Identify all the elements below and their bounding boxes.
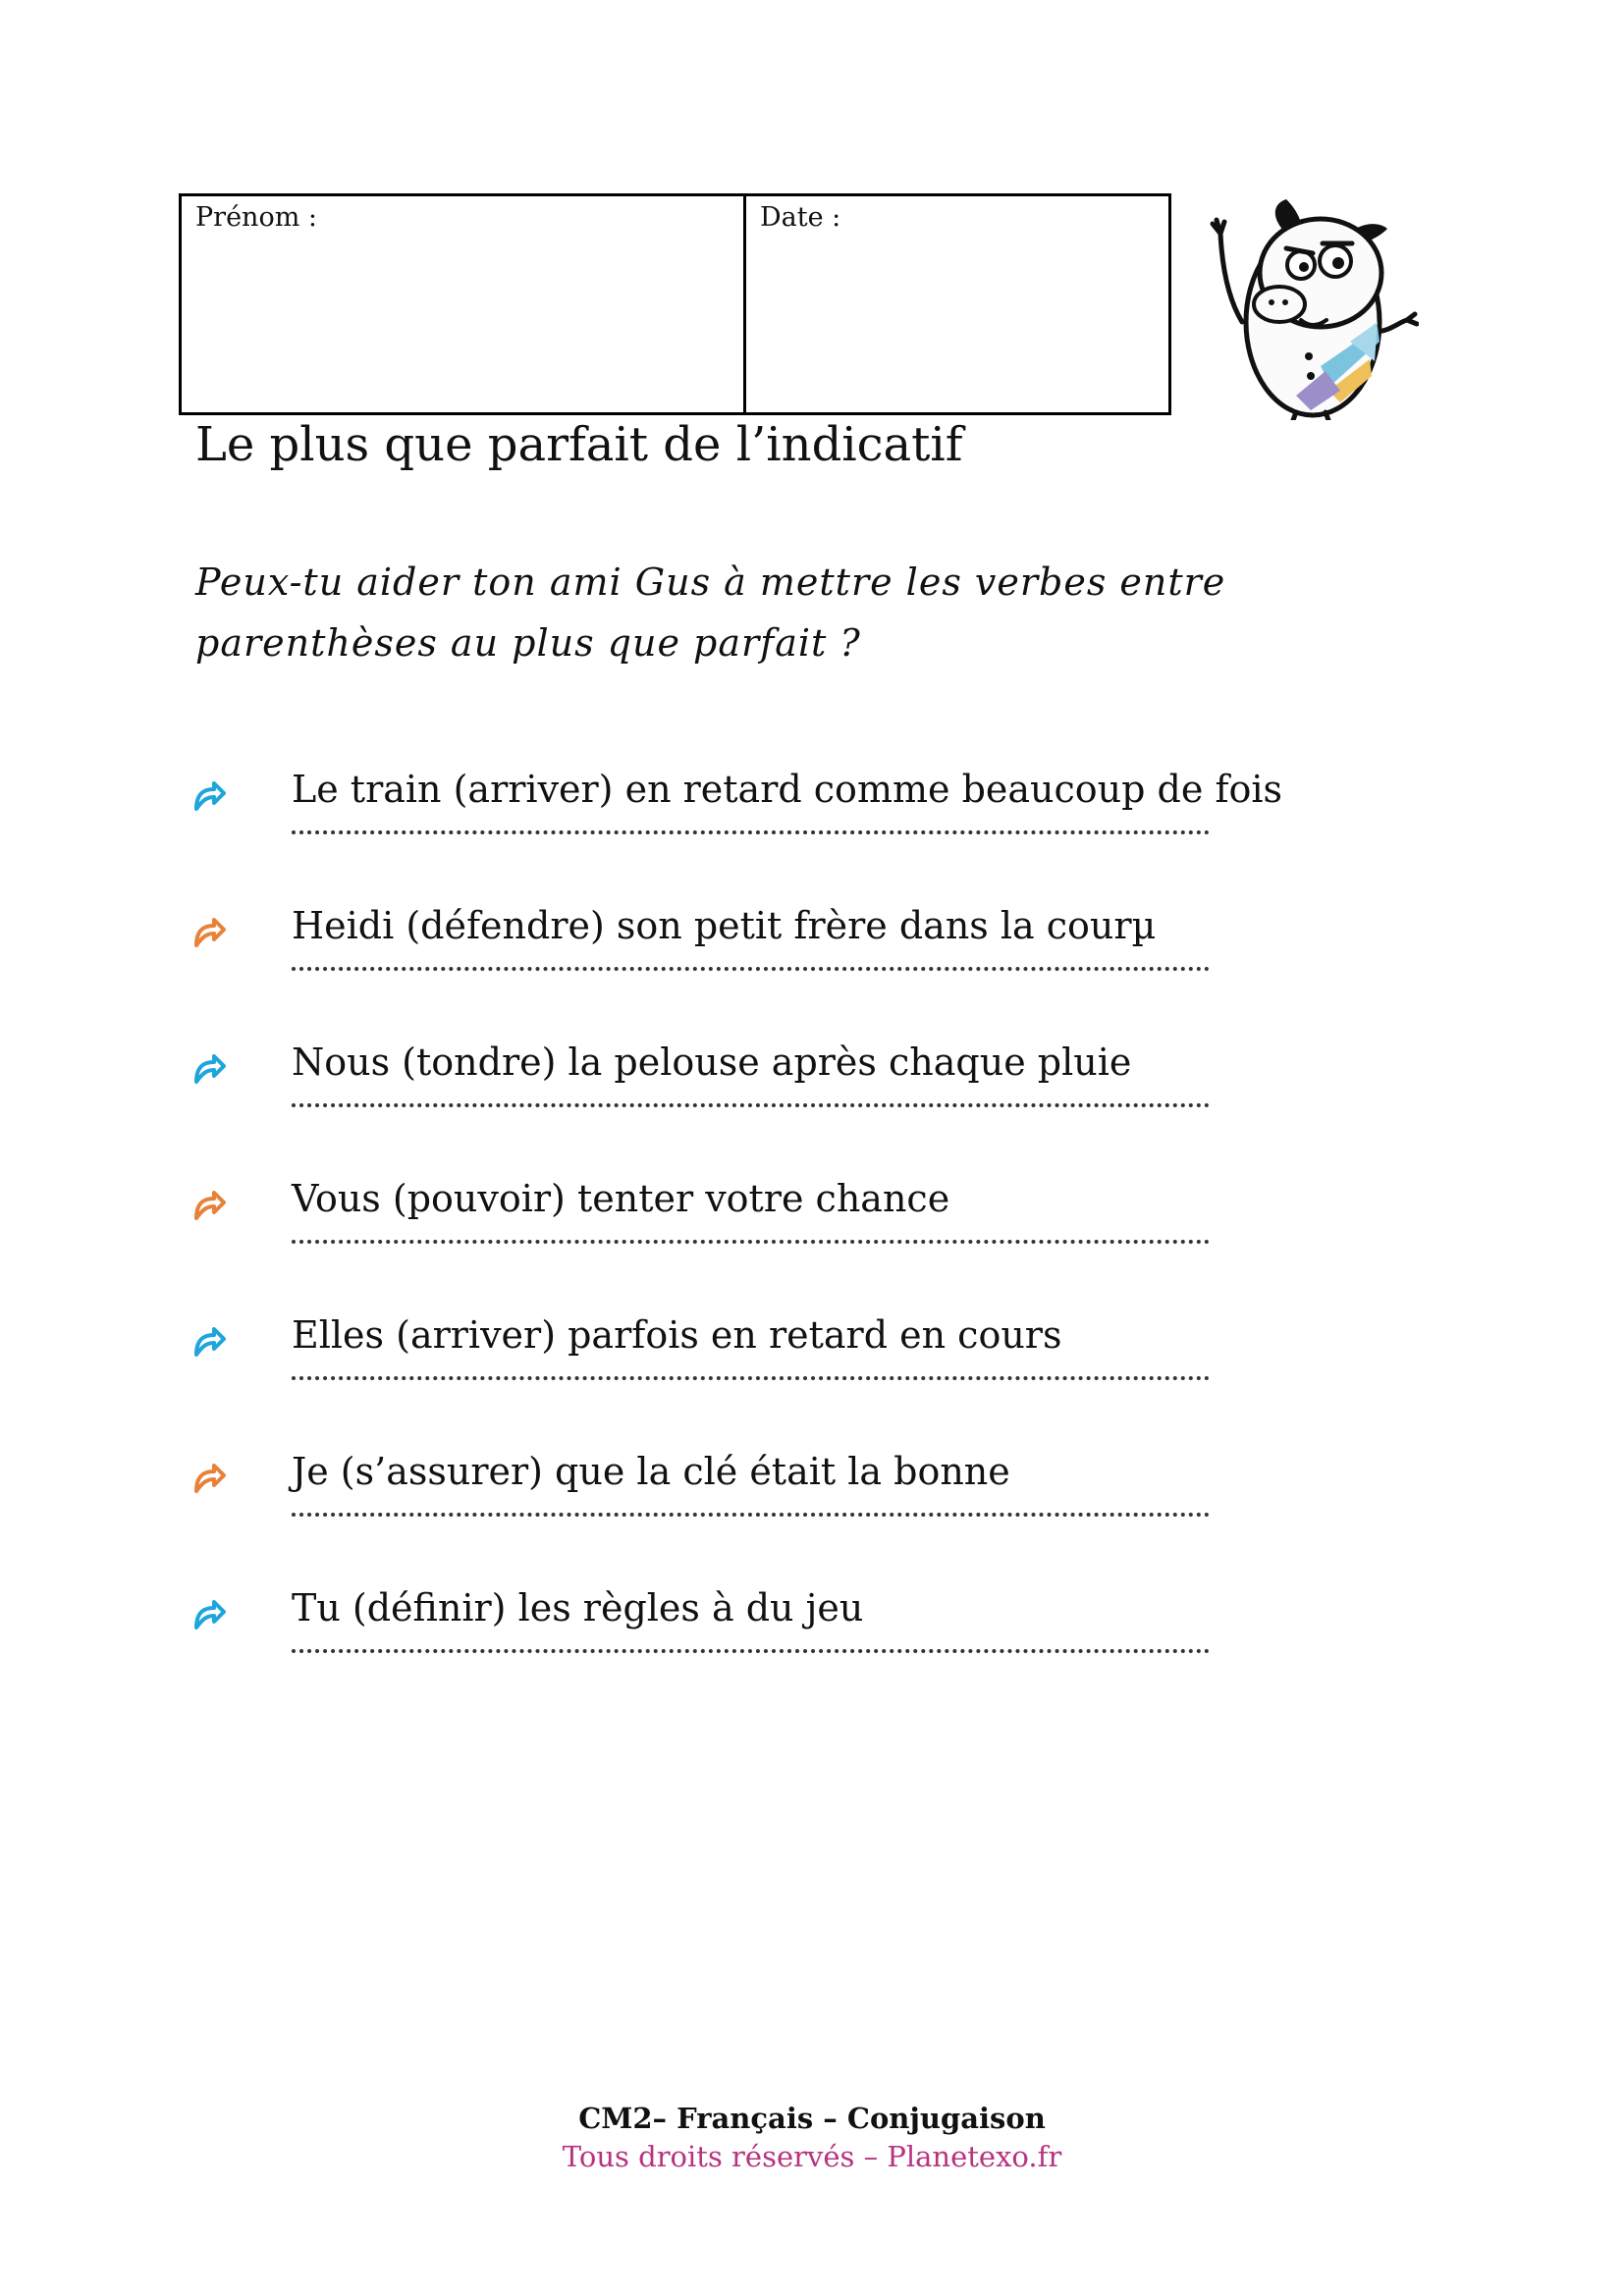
answer-line[interactable] (292, 1376, 1210, 1380)
name-label: Prénom : (195, 202, 317, 233)
exercise-sentence: Le train (arriver) en retard comme beaucoup de fois (292, 768, 1283, 811)
answer-line[interactable] (292, 830, 1210, 834)
footer-copyright-link[interactable]: Tous droits réservés – Planetexo.fr (562, 2140, 1062, 2173)
exercise-sentence: Je (s’assurer) que la clé était la bonne (292, 1450, 1010, 1493)
date-cell[interactable] (746, 196, 1168, 412)
name-cell[interactable] (182, 196, 746, 412)
gus-mascot-illustration (1203, 194, 1419, 420)
date-label: Date : (760, 202, 841, 233)
exercise-sentence: Tu (définir) les règles à du jeu (292, 1586, 864, 1629)
answer-line[interactable] (292, 1513, 1210, 1517)
arrow-right-icon (192, 779, 226, 813)
exercise-item (192, 904, 1272, 1048)
arrow-right-icon (192, 1052, 226, 1086)
exercise-item (192, 1041, 1272, 1185)
exercise-item (192, 1586, 1272, 1731)
answer-line[interactable] (292, 1240, 1210, 1244)
exercise-sentence: Elles (arriver) parfois en retard en cours (292, 1313, 1062, 1357)
exercise-sentence: Nous (tondre) la pelouse après chaque pluie (292, 1041, 1132, 1084)
arrow-right-icon (192, 916, 226, 949)
exercise-item (192, 1177, 1272, 1321)
footer-subject: CM2– Français – Conjugaison (578, 2102, 1046, 2135)
arrow-right-icon (192, 1598, 226, 1631)
worksheet-title: Le plus que parfait de l’indicatif (195, 417, 963, 472)
exercise-item (192, 1313, 1272, 1458)
instructions-line-1: Peux-tu aider ton ami Gus à mettre les verbes entre (195, 561, 1226, 604)
exercise-sentence: Heidi (défendre) son petit frère dans la courµ (292, 904, 1157, 947)
arrow-right-icon (192, 1462, 226, 1495)
exercise-item (192, 768, 1283, 912)
exercise-item (192, 1450, 1272, 1594)
answer-line[interactable] (292, 1103, 1210, 1107)
student-info-table (179, 193, 1171, 415)
answer-line[interactable] (292, 967, 1210, 971)
arrow-right-icon (192, 1189, 226, 1222)
exercise-sentence: Vous (pouvoir) tenter votre chance (292, 1177, 950, 1220)
instructions-text (195, 552, 1325, 673)
instructions-line-2: parenthèses au plus que parfait ? (195, 621, 861, 665)
answer-line[interactable] (292, 1649, 1210, 1653)
arrow-right-icon (192, 1325, 226, 1359)
